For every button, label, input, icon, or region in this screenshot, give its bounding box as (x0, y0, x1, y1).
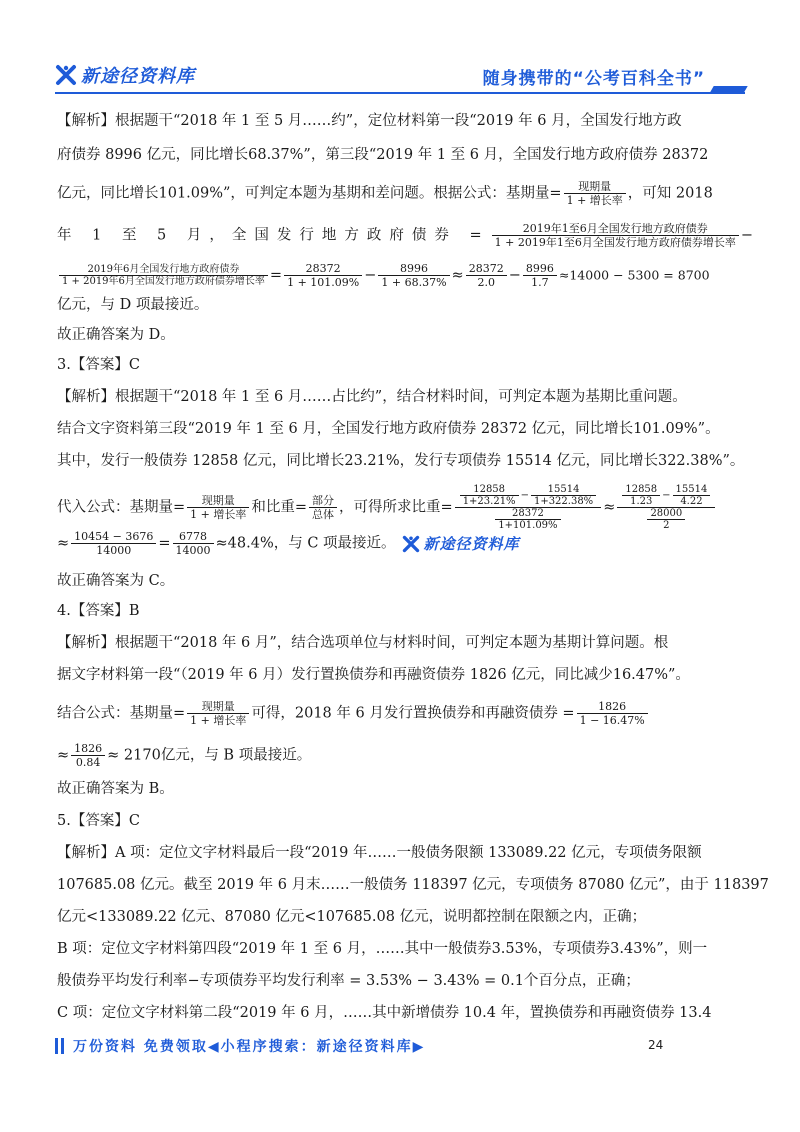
fraction-denominator: 1 + 68.37% (381, 276, 447, 289)
fraction-numerator: 现期量 (187, 700, 249, 714)
fraction (59, 264, 268, 287)
fraction-denominator: 1 + 增长率 (190, 714, 247, 727)
fraction (187, 700, 249, 727)
q5-line-3: 亿元<133089.22 亿元、87080 亿元<107685.08 亿元，说明都控制在限额之内，正确； (57, 909, 647, 925)
p2-line-4 (57, 222, 753, 249)
fraction (495, 508, 560, 531)
fraction (309, 494, 337, 521)
fraction-denominator: 1 + 增长率 (190, 508, 247, 521)
p2-line-6: 亿元，与 D 项最接近。 (57, 297, 209, 313)
text-span: − (364, 267, 377, 284)
fraction-denominator: 4.22 (680, 496, 703, 507)
p2-line-2: 府债券 8996 亿元，同比增长68.37%”，第三段“2019 年 1 至 6 月，全国发行地方政府债券 28372 (57, 147, 709, 163)
fraction-numerator: 12858 (622, 484, 660, 496)
fraction-denominator: 1.23 (630, 496, 653, 507)
header-divider (55, 92, 745, 94)
text-span: 结合公式：基期量= (57, 705, 186, 722)
q5-line-5: 般债券平均发行利率−专项债券平均发行利率 = 3.53% − 3.43% = 0.1个百分点，正确； (57, 973, 640, 989)
text-span: = (158, 535, 171, 552)
nested-fraction (617, 484, 715, 531)
page-footer (55, 1036, 745, 1056)
fraction-numerator: 2019年6月全国发行地方政府债券 (59, 264, 268, 276)
fraction-numerator: 现期量 (187, 494, 249, 508)
brand-logo-text: 新途径资料库 (81, 66, 195, 87)
footer-promo-text: 万份资料 免费领取◀小程序搜索：新途径资料库▶ (73, 1039, 426, 1055)
text-span: 和比重= (251, 499, 308, 516)
q4-answer: 故正确答案为 B。 (57, 781, 174, 797)
fraction-denominator: 1+101.09% (498, 520, 558, 531)
p2-line-3 (57, 180, 713, 207)
fraction-numerator: 8996 (378, 262, 449, 276)
nested-fraction (455, 484, 602, 531)
text-span: 代入公式：基期量= (57, 499, 186, 516)
fraction-denominator: 2.0 (477, 276, 495, 289)
fraction (492, 222, 739, 249)
fraction-numerator: 15514 (531, 484, 596, 496)
q5-line-4: B 项：定位文字材料第四段“2019 年 1 至 6 月，……其中一般债券3.53%，专项债券3.43%”，则一 (57, 941, 708, 957)
header-slogan: 随身携带的“公考百科全书” (482, 69, 705, 89)
text-span: ≈ (451, 267, 464, 284)
fraction-denominator: 总体 (312, 508, 335, 521)
fraction-denominator: 2 (663, 520, 670, 531)
q3-line-4 (57, 484, 717, 531)
fraction-numerator: 部分 (309, 494, 337, 508)
fraction-denominator: 0.84 (75, 756, 101, 769)
fraction-numerator (617, 484, 715, 508)
fraction-denominator: 1+23.21% (462, 496, 516, 507)
fraction-numerator: 8996 (523, 262, 557, 276)
q4-line-2: 据文字材料第一段“（2019 年 6 月）发行置换债券和再融资债券 1826 亿元，同比减少16.47%”。 (57, 667, 690, 683)
text-span: ≈ (57, 535, 70, 552)
footer-bar-icon (61, 1038, 64, 1054)
fraction-denominator: 14000 (175, 544, 211, 557)
fraction (577, 700, 648, 727)
text-span: 亿元，同比增长101.09%”，可判定本题为基期和差问题。根据公式：基期量= (57, 185, 562, 202)
fraction-numerator: 28372 (284, 262, 362, 276)
text-span: 年 1 至 5 月，全国发行地方政府债券 = (57, 227, 490, 244)
fraction-numerator: 2019年1至6月全国发行地方政府债券 (492, 222, 739, 236)
fraction-denominator: 1 + 2019年1至6月全国发行地方政府债券增长率 (494, 236, 736, 249)
fraction (466, 262, 507, 289)
fraction-numerator: 12858 (460, 484, 519, 496)
fraction-denominator (617, 508, 715, 531)
text-span: = (269, 267, 283, 284)
p2-line-5 (57, 262, 710, 289)
text-span: − (662, 490, 671, 501)
fraction-denominator: 1 + 101.09% (287, 276, 360, 289)
text-span: ≈ (57, 747, 70, 764)
q3-line-1: 【解析】根据题干“2018 年 1 至 6 月……占比约”，结合材料时间，可判定本题为基期比重问题。 (57, 389, 687, 405)
fraction (378, 262, 449, 289)
fraction-denominator: 1 + 增长率 (566, 194, 623, 207)
text-span: ≈ 2170亿元，与 B 项最接近。 (107, 747, 312, 764)
q3-line-5 (57, 530, 520, 557)
q5-title: 5.【答案】C (57, 813, 140, 829)
q4-line-3 (57, 700, 650, 727)
inline-logo-text: 新途径资料库 (423, 534, 520, 553)
fraction-denominator: 1.7 (531, 276, 549, 289)
x-logo-icon (402, 535, 420, 553)
fraction (187, 494, 249, 521)
fraction (622, 484, 660, 507)
brand-logo (55, 62, 195, 88)
q4-line-1: 【解析】根据题干“2018 年 6 月”，结合选项单位与材料时间，可判定本题为基期计算问题。根 (57, 635, 669, 651)
q3-line-3: 其中，发行一般债券 12858 亿元，同比增长23.21%，发行专项债券 15514 亿元，同比增长322.38%”。 (57, 453, 745, 469)
q5-line-2: 107685.08 亿元。截至 2019 年 6 月末……一般债务 118397 亿元，专项债务 87080 亿元”，由于 118397 (57, 877, 769, 893)
text-span: ≈14000 − 5300 = 8700 (558, 267, 710, 283)
text-span: − (520, 490, 529, 501)
fraction-numerator: 1826 (71, 742, 105, 756)
fraction-numerator: 28372 (466, 262, 507, 276)
text-span: − (740, 227, 754, 244)
p2-line-1: 【解析】根据题干“2018 年 1 至 5 月……约”，定位材料第一段“2019 年 6 月，全国发行地方政 (57, 113, 682, 129)
q3-answer: 故正确答案为 C。 (57, 573, 175, 589)
fraction-numerator: 1826 (577, 700, 648, 714)
q3-title: 3.【答案】C (57, 357, 140, 373)
text-span: ≈ (603, 499, 616, 516)
page-header (0, 0, 800, 100)
fraction-numerator: 现期量 (564, 180, 626, 194)
fraction-denominator: 14000 (96, 544, 132, 557)
text-span: ，可得所求比重= (339, 499, 453, 516)
page-number: 24 (648, 1038, 664, 1052)
header-accent-bar (710, 86, 747, 92)
fraction-denominator: 1 − 16.47% (579, 714, 645, 727)
fraction-numerator: 10454 − 3676 (71, 530, 156, 544)
fraction-numerator: 28000 (647, 508, 685, 520)
q4-title: 4.【答案】B (57, 603, 140, 619)
fraction (460, 484, 519, 507)
footer-bar-icon (55, 1038, 58, 1054)
fraction-numerator: 6778 (173, 530, 214, 544)
inline-watermark-logo (402, 533, 520, 555)
fraction (531, 484, 596, 507)
q5-line-6: C 项：定位文字材料第二段“2019 年 6 月，……其中新增债券 10.4 年，置换债券和再融资债券 13.4 (57, 1005, 712, 1021)
fraction (71, 742, 105, 769)
fraction (284, 262, 362, 289)
text-span: − (508, 267, 521, 284)
fraction-denominator (455, 508, 602, 531)
fraction (673, 484, 711, 507)
fraction-numerator (455, 484, 602, 508)
q4-line-4 (57, 742, 311, 769)
text-span: ，可知 2018 (627, 185, 713, 202)
q3-line-2: 结合文字资料第三段“2019 年 1 至 6 月，全国发行地方政府债券 28372 亿元，同比增长101.09%”。 (57, 421, 720, 437)
fraction-numerator: 28372 (495, 508, 560, 520)
fraction (564, 180, 626, 207)
text-span: ≈48.4%，与 C 项最接近。 (215, 535, 396, 552)
fraction-denominator: 1+322.38% (533, 496, 594, 507)
fraction-numerator: 15514 (673, 484, 711, 496)
fraction-denominator: 1 + 2019年6月全国发行地方政府债券增长率 (62, 276, 265, 287)
p2-answer: 故正确答案为 D。 (57, 327, 175, 343)
fraction (523, 262, 557, 289)
text-span: 可得，2018 年 6 月发行置换债券和再融资债券 = (251, 705, 575, 722)
q5-line-1: 【解析】A 项：定位文字材料最后一段“2019 年……一般债务限额 133089.22 亿元，专项债务限额 (57, 845, 702, 861)
x-logo-icon (55, 64, 77, 86)
fraction (173, 530, 214, 557)
fraction (71, 530, 156, 557)
fraction (647, 508, 685, 531)
